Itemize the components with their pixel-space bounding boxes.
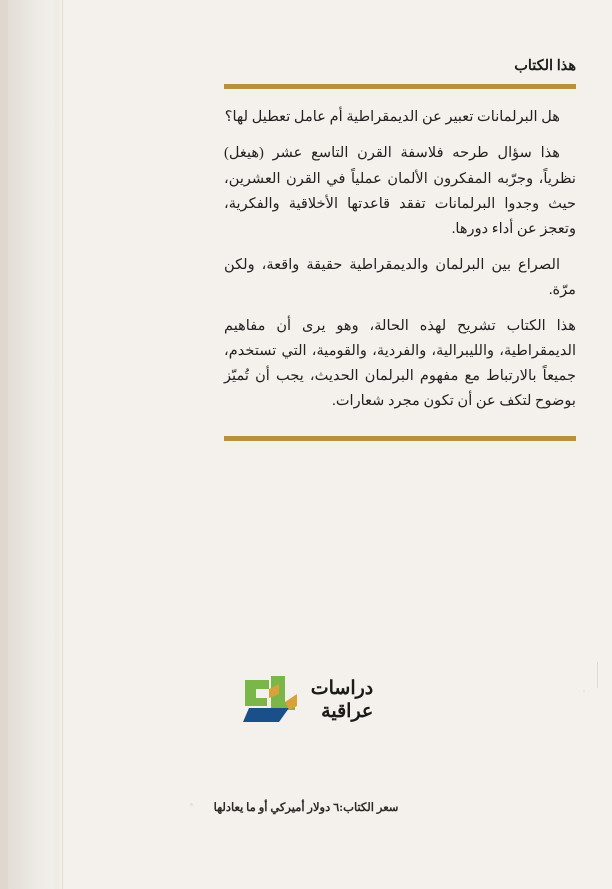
paragraph-1: هل البرلمانات تعبير عن الديمقراطية أم عامل تعطيل لها؟ — [224, 109, 560, 126]
iraqi-studies-logo-icon — [239, 672, 301, 728]
paragraph-3: الصراع بين البرلمان والديمقراطية حقيقة واقعة، ولكن مرّة. — [224, 256, 576, 298]
section-heading: هذا الكتاب — [514, 58, 576, 74]
paragraph-2: هذا سؤال طرحه فلاسفة القرن التاسع عشر (هيغل) نظرياً، وجرّبه المفكرون الألمان عملياً في القرن العشرين، حيث وجدوا البرلمانات تفقد قاعدتها الأخلاقية والفكرية، وتعجز عن أداء دورها. — [224, 145, 576, 237]
spine-shadow — [8, 0, 54, 889]
paragraph-4: هذا الكتاب تشريح لهذه الحالة، وهو يرى أن مفاهيم الديمقراطية، والليبرالية، والفردية، والقومية، التي تستخدم، جميعاً بالارتباط مع مفهوم البرلمان الحديث، يجب أن تُميّز بوضوح لتكف عن أن تكون مجرد شعارات. — [224, 318, 576, 410]
publisher-name-line-1: دراسات — [310, 677, 374, 699]
cover-fold-line — [62, 0, 63, 889]
publisher-name — [311, 677, 374, 723]
book-spine-edge — [0, 0, 8, 889]
price-line: سعر الكتاب:٦ دولار أميركي أو ما يعادلها — [213, 802, 399, 814]
back-cover-text-block — [224, 58, 576, 441]
gold-rule-bottom — [224, 436, 576, 441]
gold-rule-top — [224, 84, 576, 89]
publisher-block — [0, 672, 612, 728]
publisher-name-line-2: عراقية — [321, 701, 374, 722]
